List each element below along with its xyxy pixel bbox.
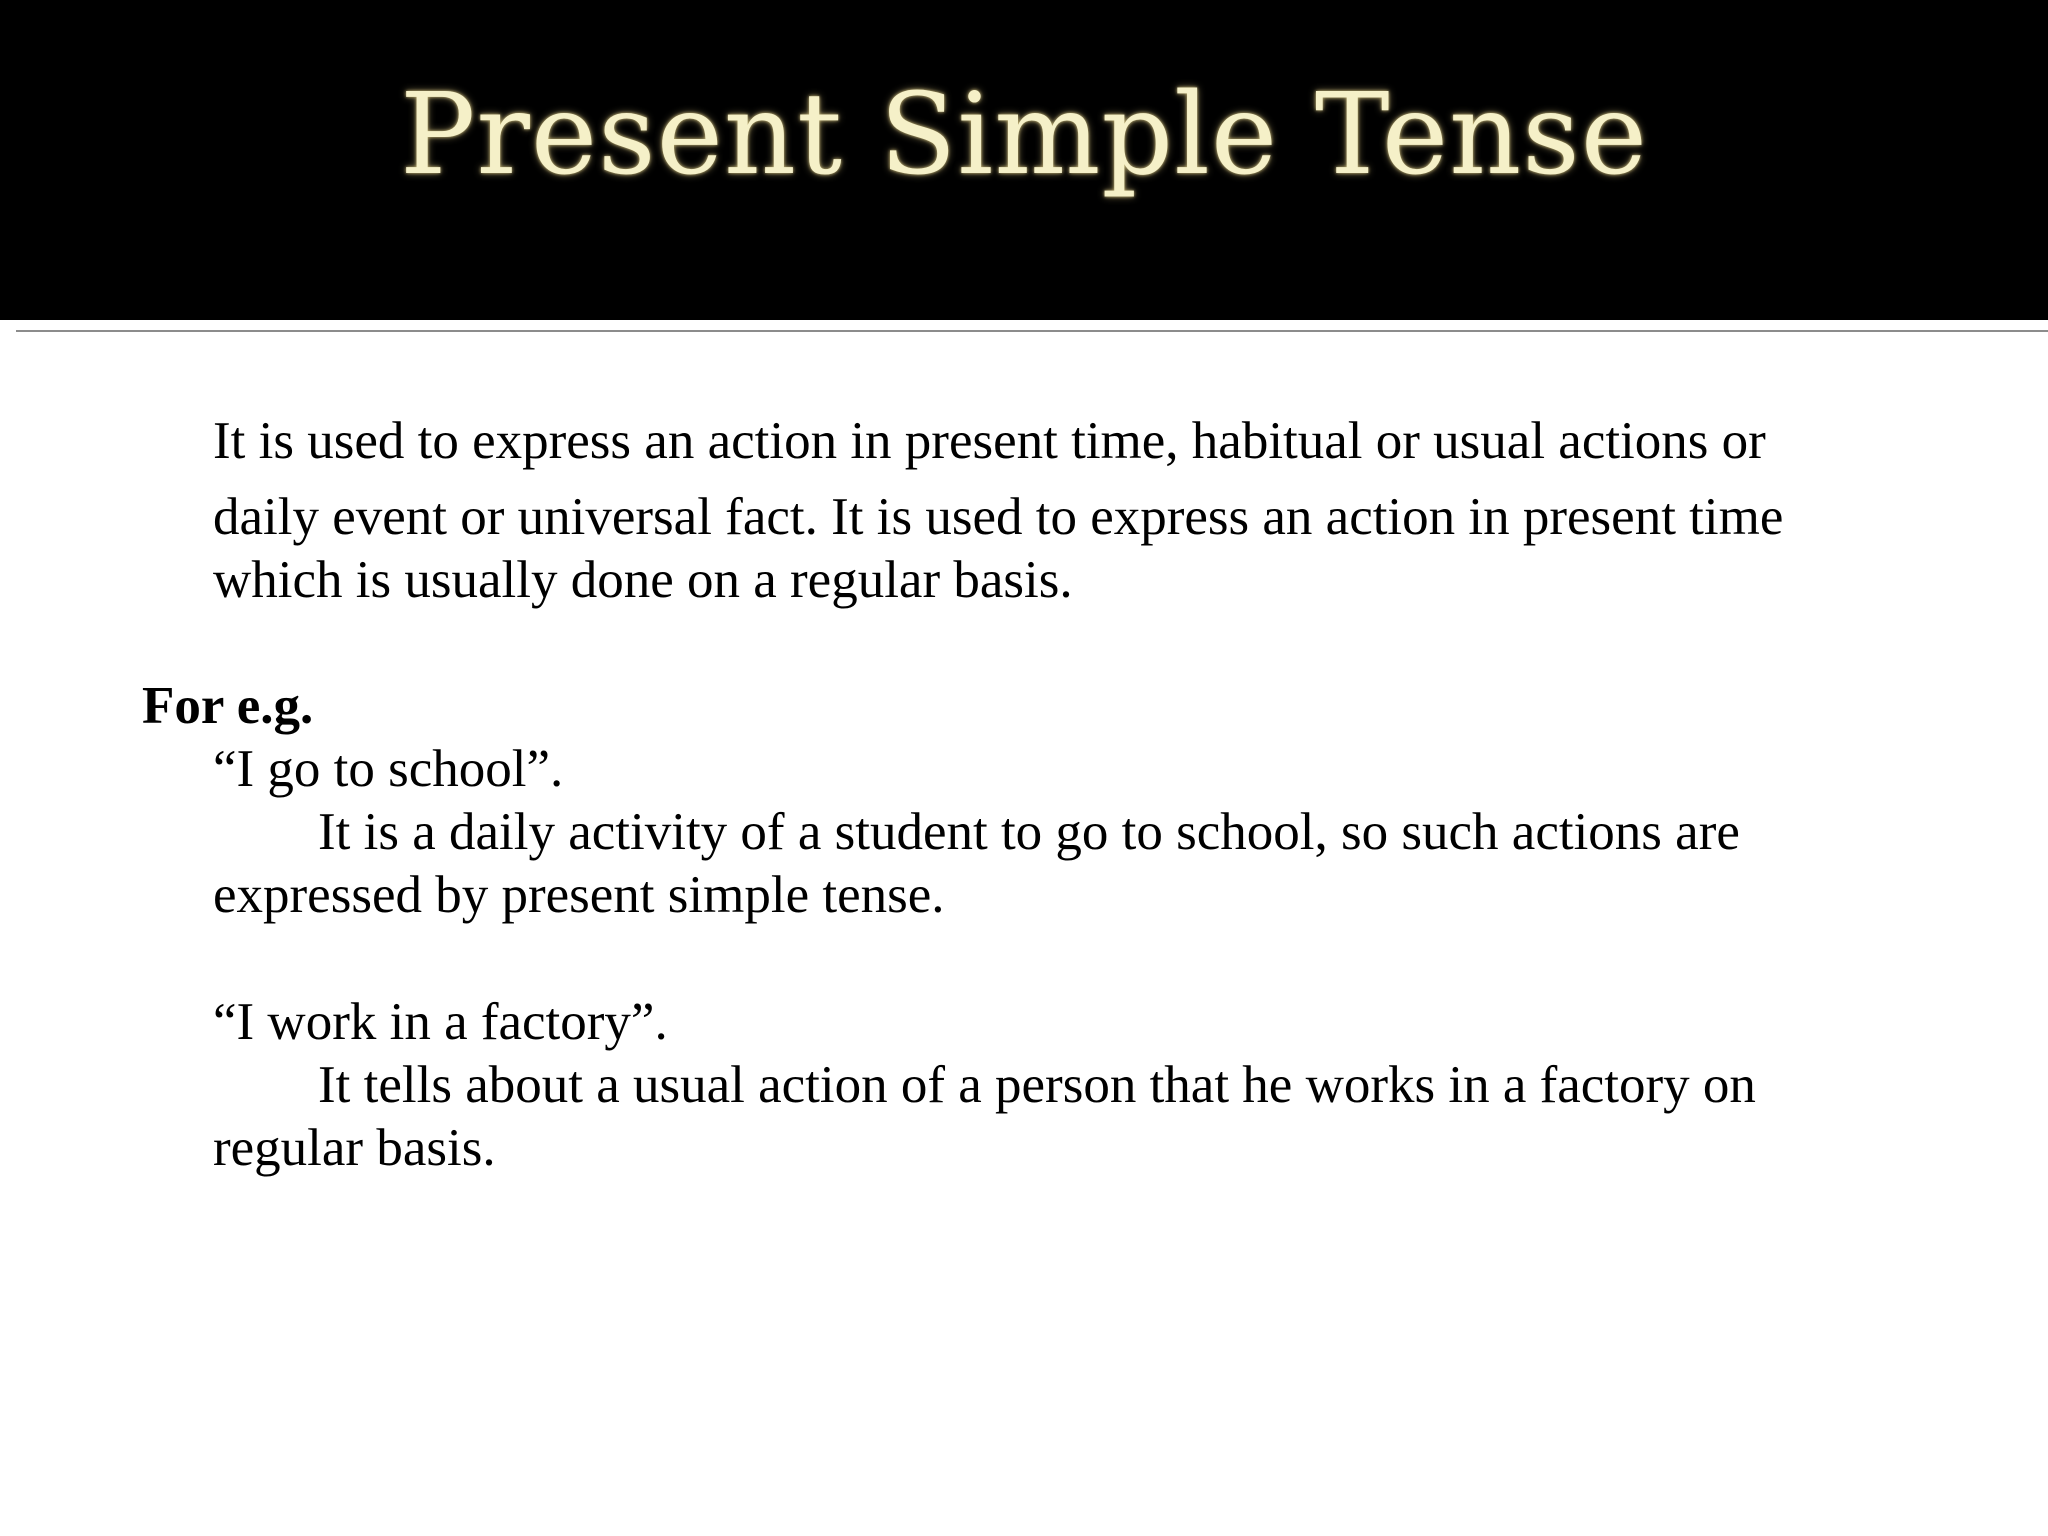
slide-title: Present Simple Tense — [399, 70, 1648, 200]
example-quote: “I work in a factory”. — [213, 993, 668, 1051]
title-bar — [0, 0, 2048, 320]
definition-line: It is used to express an action in present time, habitual or usual actions or — [213, 412, 1766, 470]
title-divider — [16, 330, 2048, 332]
definition-line: which is usually done on a regular basis. — [213, 551, 1073, 609]
example-explanation-line: It tells about a usual action of a person that he works in a factory on — [318, 1056, 1756, 1114]
example-quote: “I go to school”. — [213, 740, 564, 798]
definition-line: daily event or universal fact. It is used to express an action in present time — [213, 488, 1784, 546]
example-heading: For e.g. — [142, 677, 314, 735]
example-explanation-line: It is a daily activity of a student to go to school, so such actions are — [318, 803, 1740, 861]
example-explanation-line: expressed by present simple tense. — [213, 866, 945, 924]
example-explanation-line: regular basis. — [213, 1119, 496, 1177]
